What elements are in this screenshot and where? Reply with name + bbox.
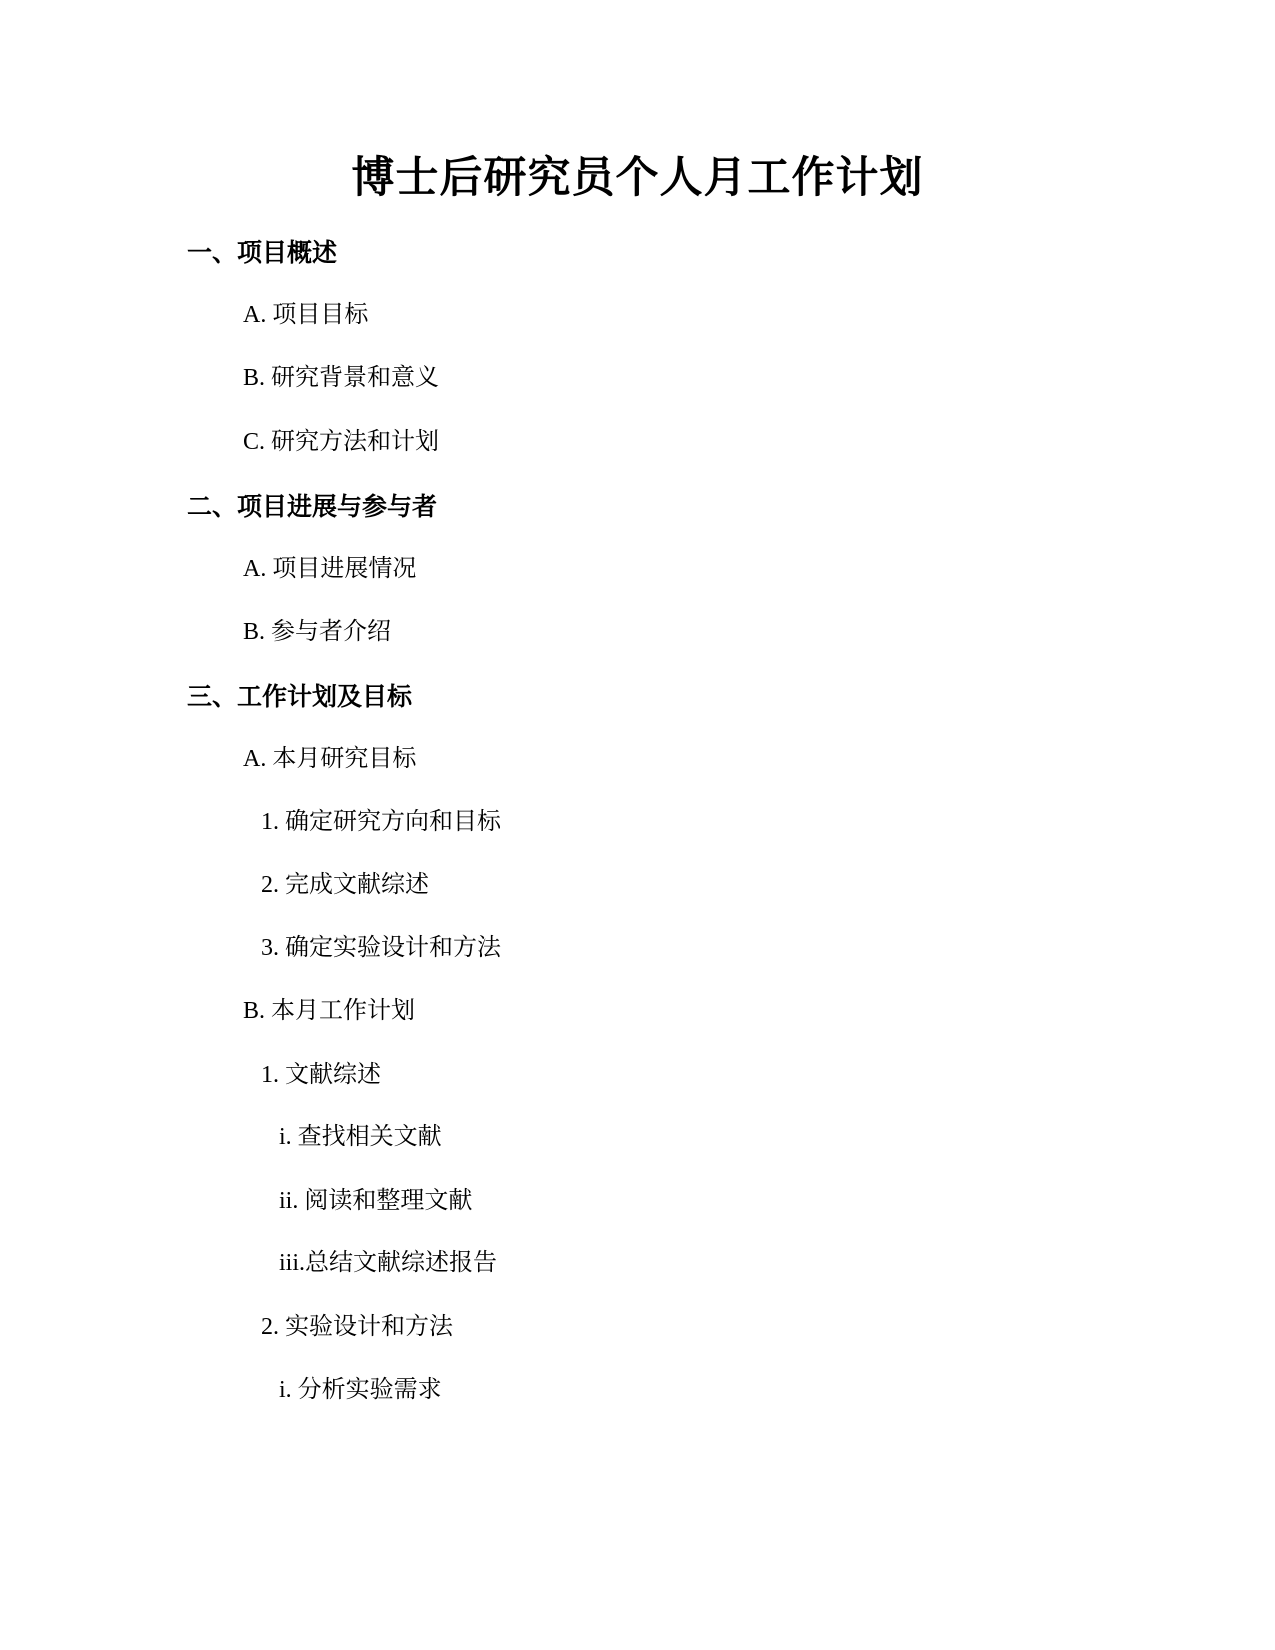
outline-item-2a: A. 项目进展情况 <box>243 556 417 582</box>
section-heading-2: 二、项目进展与参与者 <box>187 492 438 521</box>
section-heading-3: 三、工作计划及目标 <box>187 682 413 711</box>
outline-item-3b-1: 1. 文献综述 <box>261 1062 381 1088</box>
outline-item-1c: C. 研究方法和计划 <box>243 429 440 455</box>
outline-item-2b: B. 参与者介绍 <box>243 619 392 645</box>
outline-item-1a: A. 项目目标 <box>243 302 369 328</box>
outline-item-3a-3: 3. 确定实验设计和方法 <box>261 935 501 961</box>
outline-item-3b-2-i: i. 分析实验需求 <box>279 1377 442 1403</box>
outline-item-3a: A. 本月研究目标 <box>243 746 417 772</box>
outline-item-3b-2: 2. 实验设计和方法 <box>261 1314 453 1340</box>
outline-item-3b: B. 本月工作计划 <box>243 998 416 1024</box>
document-title: 博士后研究员个人月工作计划 <box>351 153 924 203</box>
outline-item-3b-1-i: i. 查找相关文献 <box>279 1124 442 1150</box>
outline-item-3b-1-ii: ii. 阅读和整理文献 <box>279 1188 473 1214</box>
outline-item-3a-2: 2. 完成文献综述 <box>261 872 429 898</box>
outline-item-3b-1-iii: iii.总结文献综述报告 <box>279 1250 498 1276</box>
section-heading-1: 一、项目概述 <box>187 238 338 267</box>
outline-item-3a-1: 1. 确定研究方向和目标 <box>261 809 501 835</box>
outline-item-1b: B. 研究背景和意义 <box>243 365 440 391</box>
